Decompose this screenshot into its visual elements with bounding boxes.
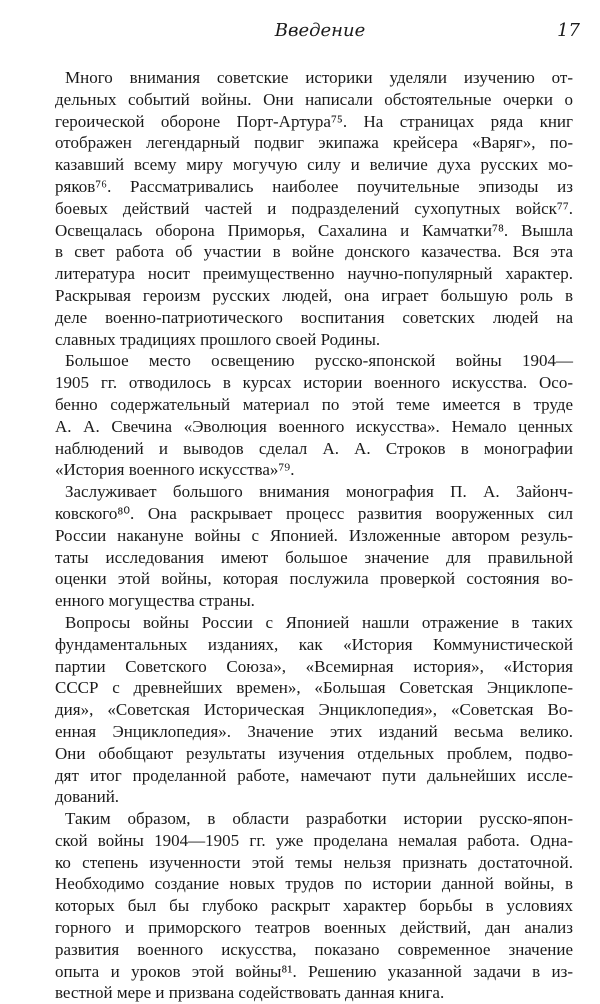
text-line: Раскрывая героизм русских людей, она играет большую роль в [55, 285, 573, 305]
text-line: литература носит преимущественно научно-популярный характер. [55, 264, 573, 284]
text-line: ской войны 1904—1905 гг. уже проделана немалая работа. Одна- [55, 830, 573, 850]
text-line: боевых действий частей и подразделений сухопутных войск⁷⁷. [55, 198, 573, 218]
text-line: Необходимо создание новых трудов по истории данной войны, в [55, 874, 573, 894]
text-line: Заслуживает большого внимания монография П. А. Зайонч- [65, 482, 573, 502]
page-number: 17 [557, 20, 580, 41]
text-line: ряков⁷⁶. Рассматривались наиболее поучительные эпизоды из [55, 176, 573, 196]
text-line: отображен легендарный подвиг экипажа крейсера «Варяг», по- [55, 133, 573, 153]
text-line: Они обобщают результаты изучения отдельных проблем, подво- [55, 743, 573, 763]
text-line: казавший всему миру могучую силу и величие духа русских мо- [55, 155, 573, 175]
text-line: «История военного искусства»⁷⁹. [55, 460, 295, 480]
text-line: наблюдений и выводов сделал А. А. Строков в монографии [55, 438, 573, 458]
text-line: деле военно-патриотического воспитания советских людей на [55, 307, 573, 327]
text-line: фундаментальных изданиях, как «История Коммунистической [55, 634, 573, 654]
text-line: Много внимания советские историки уделяли изучению от- [65, 68, 573, 87]
text-line: 1905 гг. отводилось в курсах истории военного искусства. Осо- [55, 373, 573, 393]
text-line: в свет работа об участии в войне донского казачества. Вся эта [55, 242, 573, 262]
text-line: дят итог проделанной работе, намечают пути дальнейших иссле- [55, 765, 573, 785]
text-line: Вопросы войны России с Японией нашли отражение в таких [65, 612, 573, 632]
text-line: партии Советского Союза», «Всемирная история», «История [55, 656, 573, 676]
text-line: Большое место освещению русско-японской войны 1904— [65, 351, 573, 371]
text-line: дований. [55, 787, 120, 807]
text-line: вестной мере и призвана содействовать данная книга. [55, 983, 445, 1003]
text-line: развития военного искусства, показано современное значение [55, 939, 573, 959]
page-header [60, 18, 580, 44]
text-line: дельных событий войны. Они написали обстоятельные очерки о [55, 89, 573, 109]
text-line: дия», «Советская Историческая Энциклопедия», «Советская Во- [55, 700, 573, 720]
paragraph [55, 612, 573, 808]
text-line: Освещалась оборона Приморья, Сахалина и Камчатки⁷⁸. Вышла [55, 220, 573, 240]
text-line: опыта и уроков этой войны⁸¹. Решению указанной задачи в из- [55, 961, 573, 981]
body-text [55, 67, 573, 1004]
text-line: енная Энциклопедия». Значение этих изданий весьма велико. [55, 721, 573, 741]
text-line: Таким образом, в области разработки истории русско-япон- [65, 809, 573, 829]
paragraph [55, 808, 573, 1004]
text-line: которых был бы глубоко раскрыт характер борьбы в условиях [55, 896, 573, 916]
text-line: России накануне войны с Японией. Изложенные автором резуль- [55, 525, 573, 545]
running-title: Введение [274, 20, 366, 41]
text-line: бенно содержательный материал по этой теме имеется в труде [55, 394, 573, 414]
text-line: ко степень изученности этой темы нельзя признать достаточной. [55, 852, 573, 872]
paragraph [55, 481, 573, 612]
text-line: А. А. Свечина «Эволюция военного искусства». Немало ценных [55, 416, 573, 436]
text-line: славных традициях прошлого своей Родины. [55, 329, 381, 349]
paragraph [55, 67, 573, 350]
text-line: СССР с древнейших времен», «Большая Советская Энциклопе- [55, 678, 573, 698]
paragraph [55, 350, 573, 481]
text-line: горного и приморского театров военных действий, дан анализ [55, 918, 573, 938]
text-line: енного могущества страны. [55, 591, 255, 611]
text-line: таты исследования имеют большое значение для правильной [55, 547, 573, 567]
text-line: ковского⁸⁰. Она раскрывает процесс развития вооруженных сил [55, 503, 573, 523]
text-line: героической обороне Порт-Артура⁷⁵. На страницах ряда книг [55, 111, 573, 131]
text-line: оценки этой войны, которая послужила проверкой состояния во- [55, 569, 573, 589]
